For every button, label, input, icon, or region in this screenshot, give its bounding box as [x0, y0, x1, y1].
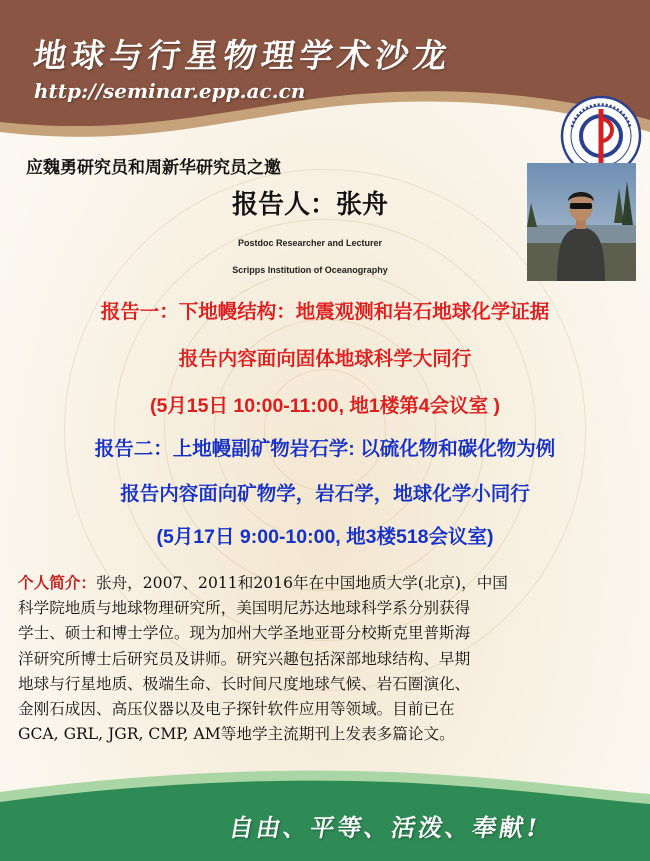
bio-line: 金刚石成因、高压仪器以及电子探针软件应用等领域。目前已在: [18, 700, 455, 719]
bio-line: 地球与行星地质、极端生命、长时间尺度地球气候、岩石圈演化、: [18, 674, 471, 693]
speaker-bio: [18, 570, 634, 747]
talk-2-title: 报告二：上地幔副矿物岩石学: 以硫化物和碳化物为例: [94, 438, 556, 460]
talk-1-time-place: (5月15日 10:00-11:00, 地1楼第4会议室 ): [149, 395, 501, 417]
slogan: 自由、平等、活泼、奉献!: [227, 813, 543, 842]
talk-2-time-place: (5月17日 9:00-10:00, 地3楼518会议室): [156, 526, 494, 548]
talk-2-audience: 报告内容面向矿物学，岩石学，地球化学小同行: [120, 483, 530, 505]
bio-line: [18, 570, 634, 596]
bio-line: 洋研究所博士后研究员及讲师。研究兴趣包括深部地球结构、早期: [18, 649, 471, 668]
speaker-institution: Scripps Institution of Oceanography: [232, 265, 388, 275]
speaker-photo: [527, 163, 636, 281]
header-band: [0, 0, 650, 155]
bio-line-text: 张舟，2007、2011和2016年在中国地质大学(北京)，中国: [95, 574, 508, 592]
speaker-position: Postdoc Researcher and Lecturer: [237, 238, 383, 248]
salon-title: 地球与行星物理学术沙龙: [30, 36, 455, 75]
speaker-heading: 报告人：张舟: [231, 190, 388, 220]
bio-line: 学士、硕士和博士学位。现为加州大学圣地亚哥分校斯克里普斯海: [18, 624, 471, 643]
bio-line: GCA, GRL, JGR, CMP, AM等地学主流期刊上发表多篇论文。: [18, 725, 455, 744]
talk-1-audience: 报告内容面向固体地球科学大同行: [178, 348, 472, 370]
talk-1-title: 报告一：下地幔结构：地震观测和岩石地球化学证据: [100, 301, 550, 323]
bio-line: 科学院地质与地球物理研究所，美国明尼苏达地球科学系分别获得: [18, 599, 471, 618]
seminar-url[interactable]: http://seminar.epp.ac.cn: [34, 79, 306, 103]
bio-label: 个人简介：: [18, 573, 96, 592]
invitation-line: 应魏勇研究员和周新华研究员之邀: [26, 158, 281, 178]
